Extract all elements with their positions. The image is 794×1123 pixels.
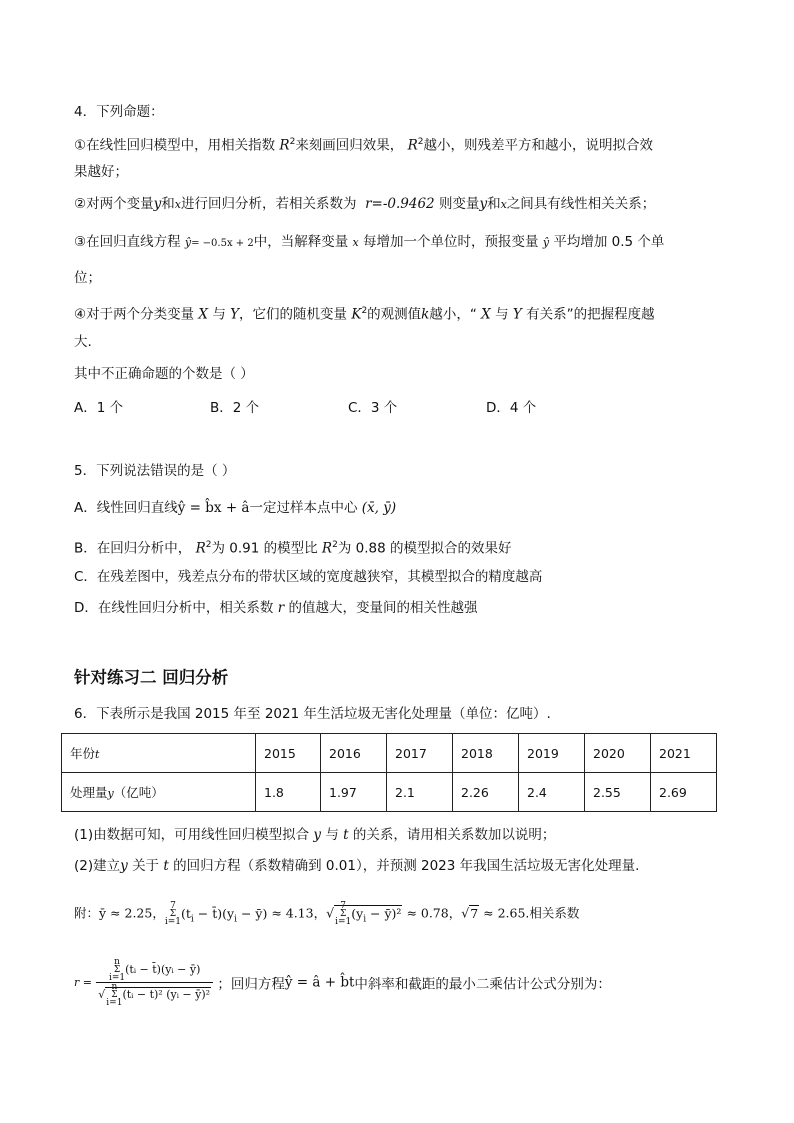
amount-cell: 2.55 xyxy=(585,773,651,812)
amount-cell: 2.69 xyxy=(651,773,717,812)
q5-stem: 5．下列说法错误的是（ ） xyxy=(74,463,236,479)
q4-option-c[interactable]: C．3 个 xyxy=(348,400,398,416)
q5-option-a[interactable]: A．线性回归直线ŷ = b̂x + â一定过样本点中心 (x̄, ȳ) xyxy=(74,500,397,516)
q4-option-b[interactable]: B．2 个 xyxy=(210,400,260,416)
year-cell: 2020 xyxy=(585,734,651,773)
table-row-years xyxy=(62,734,717,773)
q6-part-1: (1)由数据可知，可用线性回归模型拟合 y 与 t 的关系，请用相关系数加以说明； xyxy=(74,827,556,843)
q4-stem: 4．下列命题： xyxy=(74,104,164,120)
amount-cell: 1.8 xyxy=(256,773,321,812)
q4-question: 其中不正确命题的个数是（ ） xyxy=(74,366,254,382)
q4-statement-3-cont: 位； xyxy=(74,270,101,286)
year-cell: 2017 xyxy=(387,734,453,773)
q4-statement-2: ②对两个变量y和x进行回归分析，若相关系数为 r=-0.9462 则变量y和x之间具有线性相关关系； xyxy=(74,196,656,212)
q6-stem: 6．下表所示是我国 2015 年至 2021 年生活垃圾无害化处理量（单位：亿吨）. xyxy=(74,706,551,722)
q6-part-2: (2)建立y 关于 t 的回归方程（系数精确到 0.01），并预测 2023 年我国生活垃圾无害化处理量. xyxy=(74,858,640,874)
q4-statement-1-cont: 果越好； xyxy=(74,164,128,180)
q6-appendix: 附：ȳ ≈ 2.25， 7 Σ $i=1(t_i$ − $t̄)(y_i$ − ȳ) ≈ 4.13，√ 7 Σ $i=1(y_i$ − ȳ)² ≈ 0.78，√7 ≈ 2.65.相关系数 xyxy=(74,901,580,927)
data-table xyxy=(61,733,717,812)
q5-option-b[interactable]: B．在回归分析中， $R^2$为 0.91 的模型比 $R^2$为 0.88 的模型拟合的效果好 xyxy=(74,540,512,557)
row-label-year: 年份t xyxy=(62,734,256,773)
year-cell: 2016 xyxy=(321,734,387,773)
table-row-amounts xyxy=(62,773,717,812)
q4-option-a[interactable]: A．1 个 xyxy=(74,400,124,416)
q5-option-d[interactable]: D．在线性回归分析中，相关系数 r 的值越大，变量间的相关性越强 xyxy=(74,600,478,616)
q4-statement-4-cont: 大. xyxy=(74,334,92,350)
year-cell: 2021 xyxy=(651,734,717,773)
row-label-amount: 处理量y（亿吨） xyxy=(62,773,256,812)
q6-formula-line: r = n Σ i=1(tᵢ − t̄)(yᵢ − ȳ) √n Σ i=1(tᵢ − t̄)² (yᵢ − ȳ)² ；回归方程ŷ = â + b̂t中斜率和截距的最小二乘估计公式分别为： xyxy=(74,957,611,1008)
year-cell: 2018 xyxy=(453,734,519,773)
year-cell: 2019 xyxy=(519,734,585,773)
q5-option-c[interactable]: C．在残差图中，残差点分布的带状区域的宽度越狭窄，其模型拟合的精度越高 xyxy=(74,569,543,585)
amount-cell: 2.1 xyxy=(387,773,453,812)
q4-statement-3: ③在回归直线方程 ŷ= −0.5x + 2中，当解释变量 x 每增加一个单位时，预报变量 ŷ 平均增加 0.5 个单 xyxy=(74,234,665,250)
amount-cell: 2.4 xyxy=(519,773,585,812)
year-cell: 2015 xyxy=(256,734,321,773)
q4-statement-4: ④对于两个分类变量 X 与 Y，它们的随机变量 $K^2$的观测值k越小，“ X 与 Y 有关系”的把握程度越 xyxy=(74,306,655,323)
amount-cell: 2.26 xyxy=(453,773,519,812)
section-heading: 针对练习二 回归分析 xyxy=(74,668,229,687)
q4-statement-1: ①在线性回归模型中，用相关指数 $R^2$来刻画回归效果， $R^2$越小，则残差平方和越小，说明拟合效 xyxy=(74,137,654,154)
amount-cell: 1.97 xyxy=(321,773,387,812)
q4-option-d[interactable]: D．4 个 xyxy=(486,400,537,416)
